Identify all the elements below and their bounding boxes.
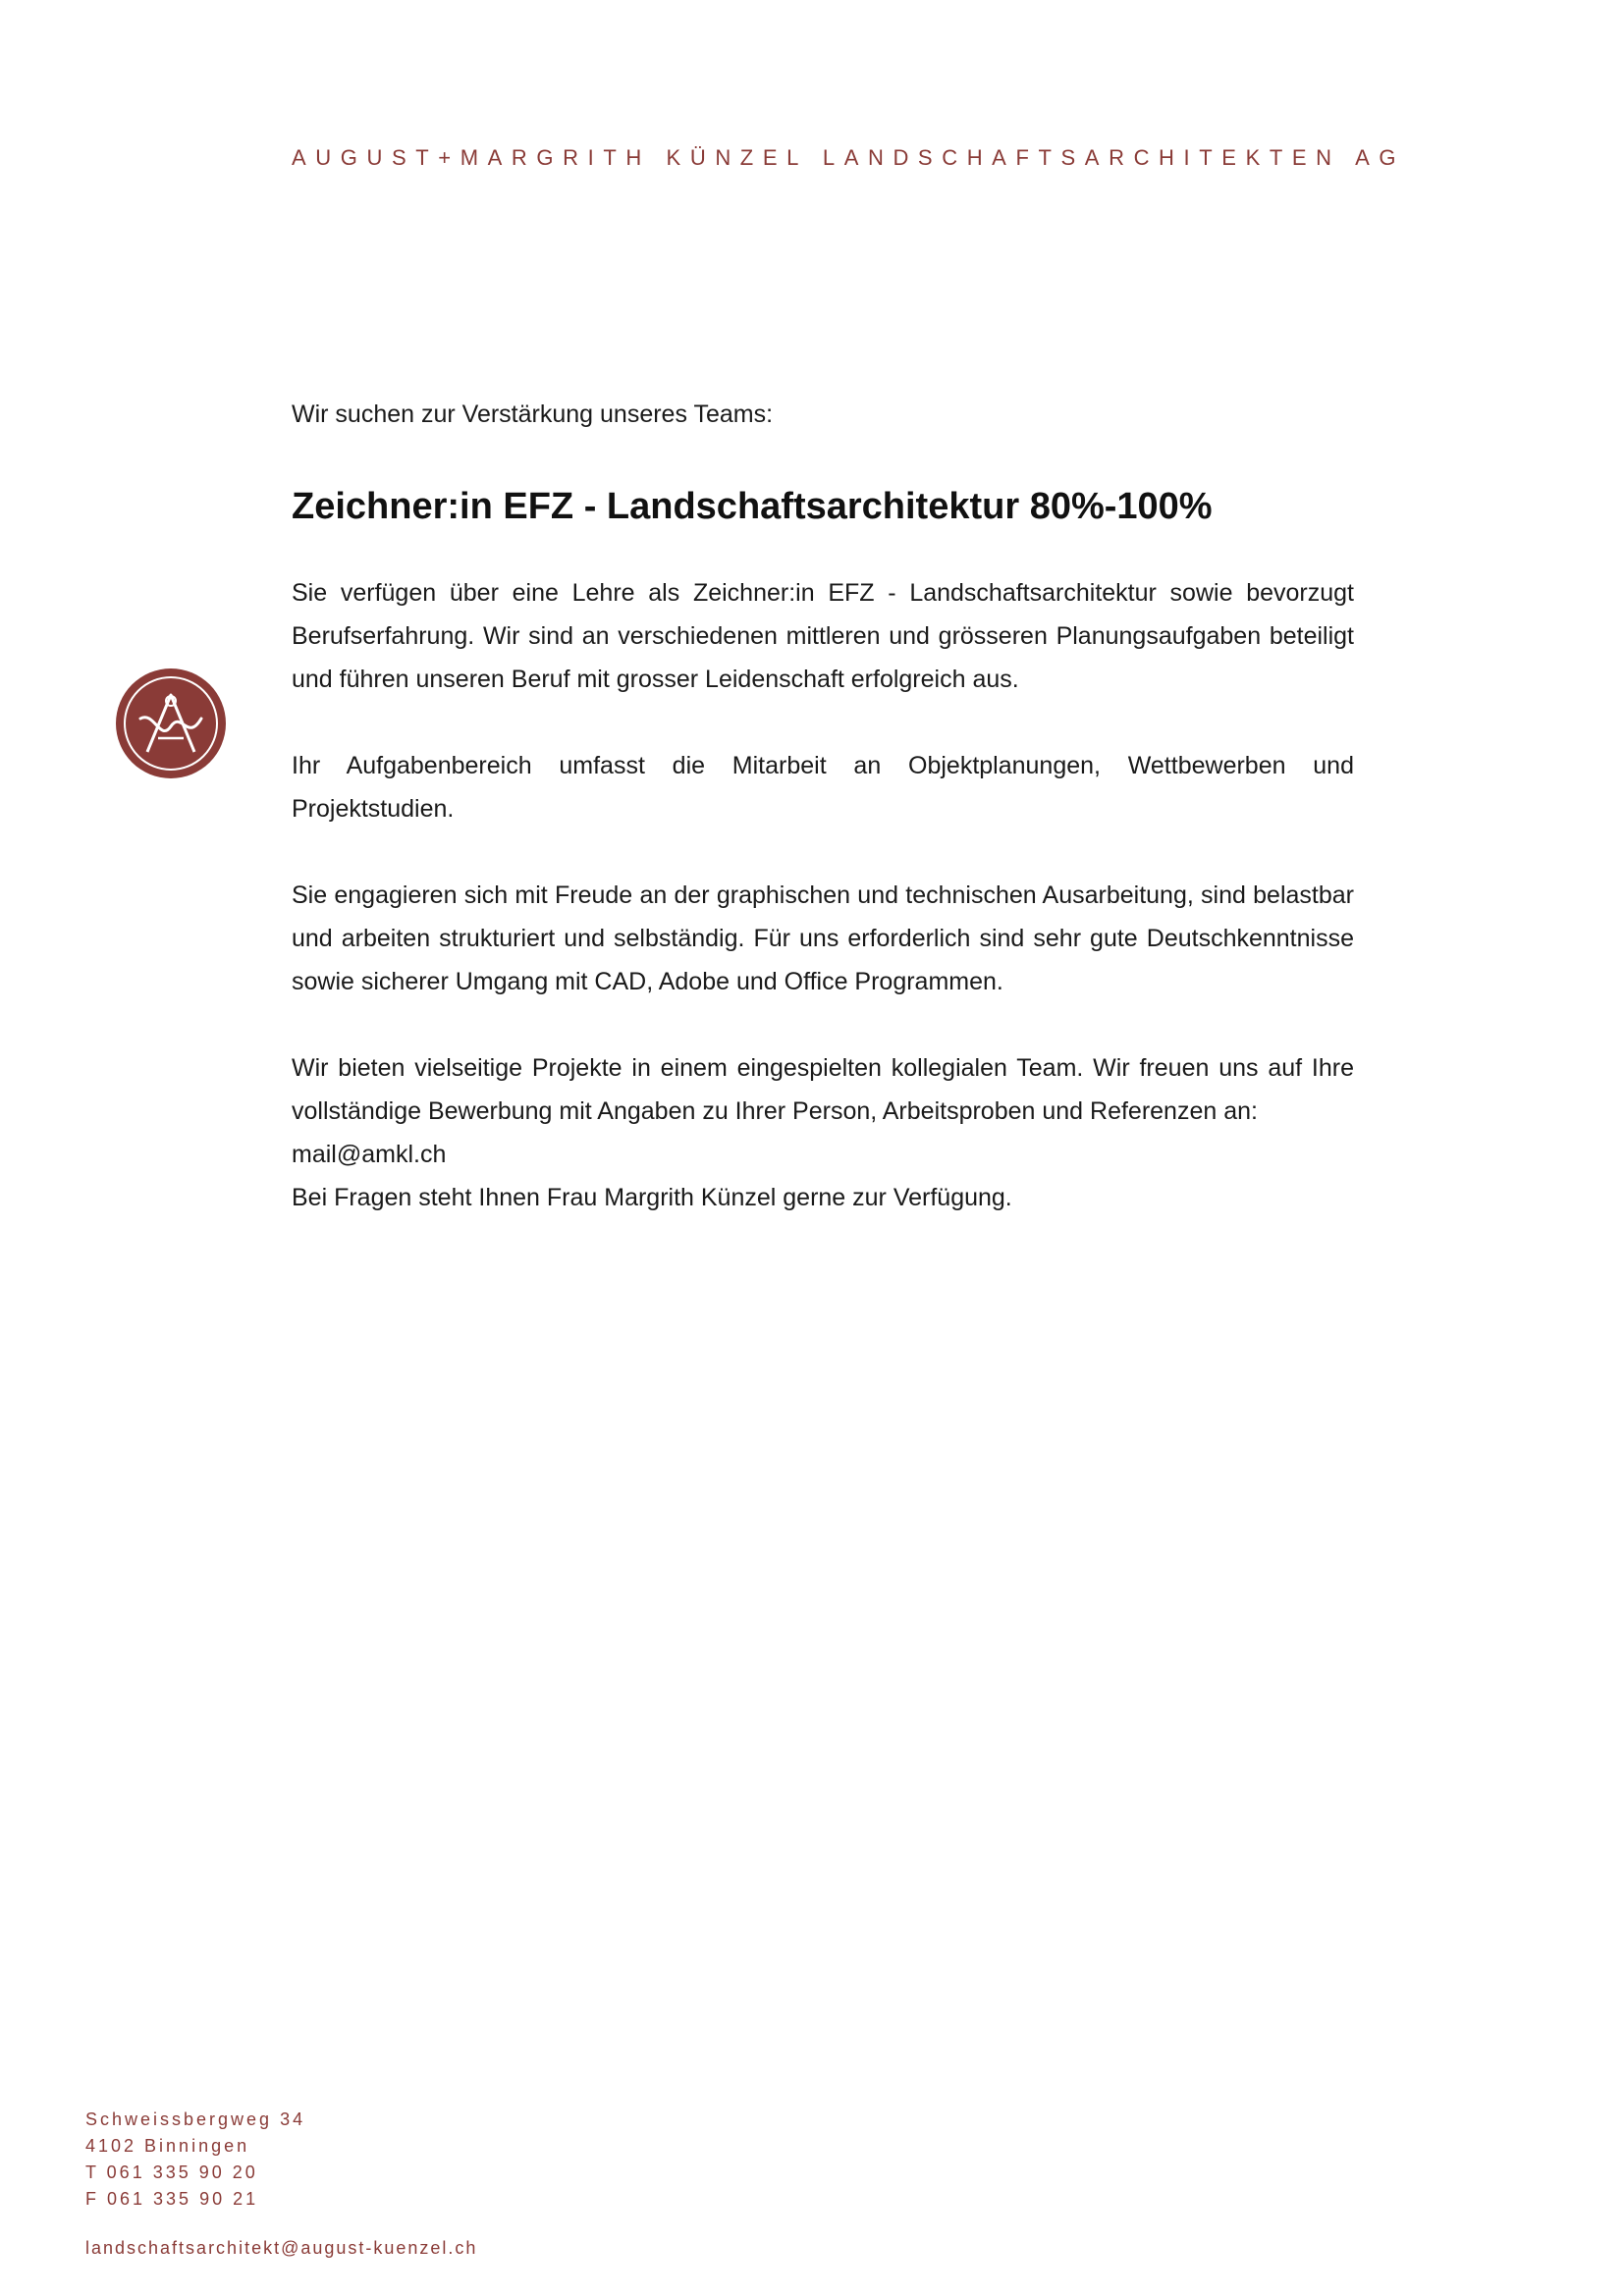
footer-fax: F 061 335 90 21 [85,2189,259,2209]
footer-phone: T 061 335 90 20 [85,2163,258,2182]
company-letterhead: AUGUST+MARGRITH KÜNZEL LANDSCHAFTSARCHITEKTEN AG [292,145,1406,170]
footer-address [85,2107,305,2213]
job-posting [292,393,1354,1219]
job-title: Zeichner:in EFZ - Landschaftsarchitektur 80%-100% [292,486,1213,527]
closing-text: Bei Fragen steht Ihnen Frau Margrith Künzel gerne zur Verfügung. [292,1184,1012,1211]
footer-city: 4102 Binningen [85,2136,250,2156]
paragraph-requirements: Sie engagieren sich mit Freude an der graphischen und technischen Ausarbeitung, sind belastbar und arbeiten strukturiert und selbständig. Für uns erforderlich sind sehr gute Deutschkenntnisse sowie sicherer Umgang mit CAD, Adobe und Office Programmen. [292,881,1354,995]
paragraph-offer: Wir bieten vielseitige Projekte in einem eingespielten kollegialen Team. Wir freuen uns auf Ihre vollständige Bewerbung mit Angaben zu Ihrer Person, Arbeitsproben und Referenzen an: [292,1054,1354,1125]
paragraph-qualifications: Sie verfügen über eine Lehre als Zeichner:in EFZ - Landschaftsarchitektur sowie bevorzugt Berufserfahrung. Wir sind an verschiedenen mittleren und grösseren Planungsaufgaben beteiligt und führen unseren Beruf mit grosser Leidenschaft erfolgreich aus. [292,579,1354,693]
contact-email-link[interactable]: mail@amkl.ch [292,1141,447,1168]
footer-email-link[interactable]: landschaftsarchitekt@august-kuenzel.ch [85,2238,478,2258]
company-seal-icon [115,667,227,779]
footer-street: Schweissbergweg 34 [85,2109,306,2129]
intro-text: Wir suchen zur Verstärkung unseres Teams: [292,400,774,428]
paragraph-responsibilities: Ihr Aufgabenbereich umfasst die Mitarbeit an Objektplanungen, Wettbewerben und Projektstudien. [292,752,1354,823]
